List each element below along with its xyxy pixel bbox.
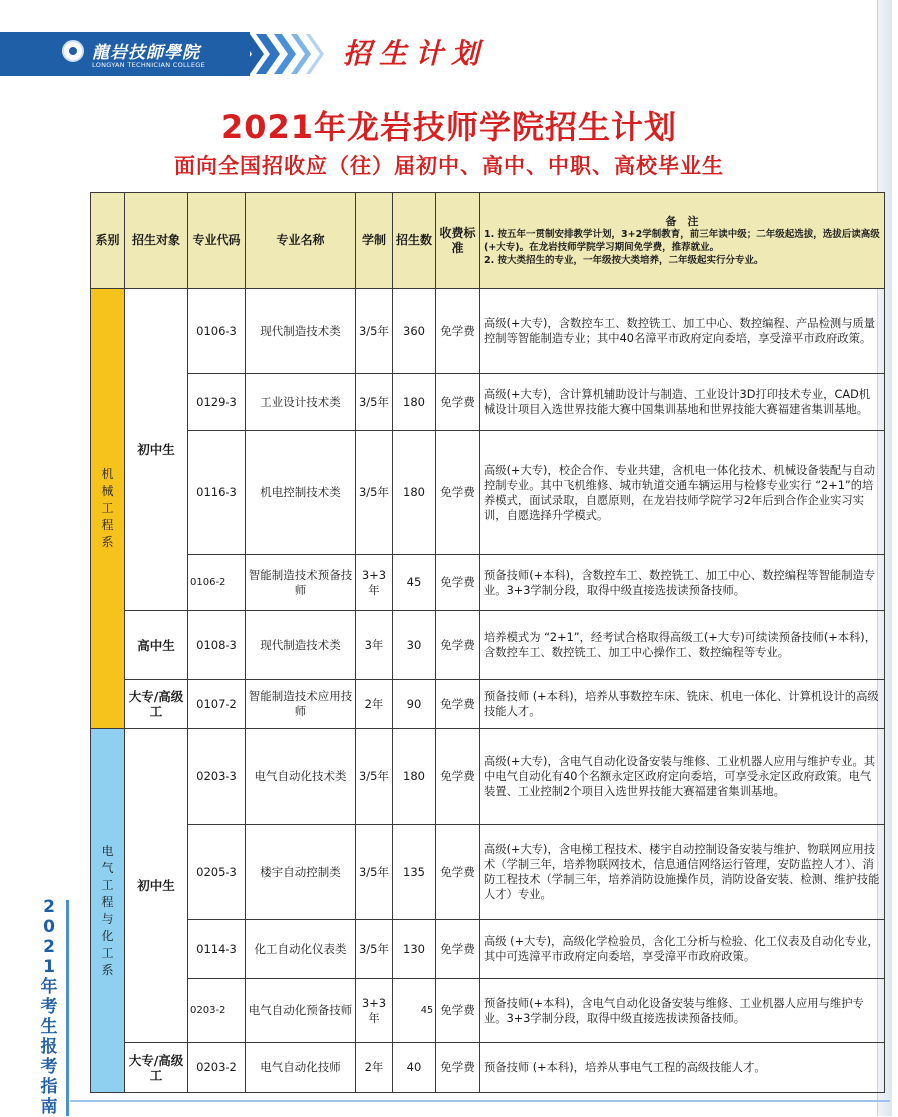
fee: 免学费	[436, 729, 480, 825]
target-senior: 高中生	[125, 611, 188, 680]
major-code: 0108-3	[188, 611, 246, 680]
enroll-count: 135	[393, 825, 436, 920]
remark: 高级(+大专)，含数控车工、数控铣工、加工中心、数控编程、产品检测与质量控制等智能制造专业；其中40名漳平市政府定向委培，享受漳平市政府政策。	[480, 289, 885, 374]
page-title: 2021年龙岩技师学院招生计划	[220, 108, 678, 146]
fee: 免学费	[436, 680, 480, 729]
duration: 3/5年	[356, 289, 393, 374]
college-logo-english: LONGYAN TECHNICIAN COLLEGE	[92, 61, 205, 69]
major-name: 电气自动化预备技师	[246, 979, 356, 1043]
fee: 免学费	[436, 611, 480, 680]
fee: 免学费	[436, 920, 480, 979]
remark: 高级 (+大专)，高级化学检验员，含化工分析与检验、化工仪表及自动化专业，其中可选漳平市政府定向委培，享受漳平市政府政策。	[480, 920, 885, 979]
header-duration: 学制	[356, 193, 393, 289]
remark-title: 备 注	[665, 214, 699, 228]
target-college: 大专/高级工	[125, 680, 188, 729]
major-code: 0203-2	[188, 979, 246, 1043]
major-name: 机电控制技术类	[246, 431, 356, 555]
fee: 免学费	[436, 825, 480, 920]
fee: 免学费	[436, 979, 480, 1043]
footer-line	[70, 1100, 890, 1102]
major-name: 智能制造技术预备技师	[246, 555, 356, 611]
duration: 2年	[356, 680, 393, 729]
duration: 3/5年	[356, 920, 393, 979]
table-row	[91, 920, 885, 979]
major-code: 0106-3	[188, 289, 246, 374]
major-name: 现代制造技术类	[246, 289, 356, 374]
major-name: 智能制造技术应用技师	[246, 680, 356, 729]
remark: 预备技师 (+本科)，培养从事电气工程的高级技能人才。	[480, 1043, 885, 1093]
remark: 预备技师(+本科)，含电气自动化设备安装与维修、工业机器人应用与维护专业。3+3学制分段，取得中级直接选拔读预备技师。	[480, 979, 885, 1043]
duration: 3+3年	[356, 979, 393, 1043]
header-code: 专业代码	[188, 193, 246, 289]
major-code: 0116-3	[188, 431, 246, 555]
major-name: 现代制造技术类	[246, 611, 356, 680]
remark: 高级(+大专)，校企合作、专业共建，含机电一体化技术、机械设备装配与自动控制专业。其中飞机维修、城市轨道交通车辆运用与检修专业实行 “2+1”的培养模式，面试录取，自愿原则，在龙岩技师学院学习2年后到合作企业实习实训，自愿选择升学模式。	[480, 431, 885, 555]
table-row	[91, 555, 885, 611]
major-name: 楼宇自动控制类	[246, 825, 356, 920]
major-name: 电气自动化技术类	[246, 729, 356, 825]
header-band	[0, 30, 898, 80]
table-row	[91, 1043, 885, 1093]
fee: 免学费	[436, 431, 480, 555]
major-code: 0203-3	[188, 729, 246, 825]
page-subtitle: 面向全国招收应（往）届初中、高中、中职、高校毕业生	[174, 154, 724, 178]
target-college: 大专/高级工	[125, 1043, 188, 1093]
fee: 免学费	[436, 555, 480, 611]
remark: 预备技师(+本科)，含数控车工、数控铣工、加工中心、数控编程等智能制造专业。3+3学制分段，取得中级直接选拔读预备技师。	[480, 555, 885, 611]
remark-note-1: 1. 按五年一贯制安排教学计划，3+2学制教育，前三年读中级；二年级起选拔，选拔后读高级(+大专)。在龙岩技师学院学习期间免学费，推荐就业。	[484, 228, 880, 253]
major-code: 0129-3	[188, 374, 246, 431]
remark: 预备技师 (+本科)，培养从事数控车床、铣床、机电一体化、计算机设计的高级技能人才。	[480, 680, 885, 729]
college-seal-icon	[62, 40, 84, 62]
header-fee: 收费标准	[436, 193, 480, 289]
enroll-count: 45	[393, 979, 436, 1043]
major-name: 化工自动化仪表类	[246, 920, 356, 979]
duration: 3/5年	[356, 825, 393, 920]
header-count: 招生数	[393, 193, 436, 289]
table-row	[91, 729, 885, 825]
enroll-count: 40	[393, 1043, 436, 1093]
fee: 免学费	[436, 1043, 480, 1093]
major-code: 0114-3	[188, 920, 246, 979]
remark: 高级(+大专)，含电梯工程技术、楼宇自动控制设备安装与维护、物联网应用技术（学制三年，培养物联网技术，信息通信网络运行管理，安防监控人才）、消防工程技术（学制三年，培养消防设施操作员，消防设备安装、检测、维护技能人才）专业。	[480, 825, 885, 920]
remark: 高级(+大专)，含电气自动化设备安装与维修、工业机器人应用与维护专业。其中电气自动化有40个名额永定区政府定向委培，可享受永定区政府政策。电气装置、工业控制2个项目入选世界技能大赛福建省集训基地。	[480, 729, 885, 825]
table-row	[91, 431, 885, 555]
major-code: 0203-2	[188, 1043, 246, 1093]
table-row	[91, 825, 885, 920]
fee: 免学费	[436, 289, 480, 374]
enroll-count: 45	[393, 555, 436, 611]
duration: 3/5年	[356, 374, 393, 431]
table-row	[91, 374, 885, 431]
enroll-count: 180	[393, 729, 436, 825]
target-junior: 初中生	[125, 729, 188, 1043]
enroll-count: 130	[393, 920, 436, 979]
logo-band	[0, 32, 250, 76]
remark: 培养模式为 “2+1”，经考试合格取得高级工(+大专)可续读预备技师(+本科)，含数控车工、数控铣工、加工中心操作工、数控编程等专业。	[480, 611, 885, 680]
duration: 3/5年	[356, 431, 393, 555]
enroll-count: 90	[393, 680, 436, 729]
table-row	[91, 979, 885, 1043]
major-name: 工业设计技术类	[246, 374, 356, 431]
target-junior: 初中生	[125, 289, 188, 611]
major-name: 电气自动化技师	[246, 1043, 356, 1093]
duration: 3/5年	[356, 729, 393, 825]
major-code: 0205-3	[188, 825, 246, 920]
duration: 3+3年	[356, 555, 393, 611]
duration: 2年	[356, 1043, 393, 1093]
dept-mechanical: 机械工程系	[91, 289, 125, 729]
side-guide-line	[66, 900, 69, 1116]
college-logo-text: 龍岩技師學院	[92, 43, 200, 63]
table-row	[91, 680, 885, 729]
duration: 3年	[356, 611, 393, 680]
chevron-arrows-icon	[238, 34, 328, 74]
section-title: 招生计划	[343, 37, 488, 70]
enroll-count: 30	[393, 611, 436, 680]
dept-electrical: 电气工程与化工系	[91, 729, 125, 1093]
side-guide-label: 2021年考生报考指南	[40, 897, 58, 1117]
header-dept: 系别	[91, 193, 125, 289]
enrollment-plan-table	[90, 192, 885, 1093]
fee: 免学费	[436, 374, 480, 431]
major-code: 0107-2	[188, 680, 246, 729]
remark: 高级(+大专)，含计算机辅助设计与制造、工业设计3D打印技术专业，CAD机械设计项目入选世界技能大赛中国集训基地和世界技能大赛福建省集训基地。	[480, 374, 885, 431]
major-code: 0106-2	[188, 555, 246, 611]
table-row	[91, 611, 885, 680]
header-target: 招生对象	[125, 193, 188, 289]
enroll-count: 360	[393, 289, 436, 374]
header-name: 专业名称	[246, 193, 356, 289]
remark-note-2: 2. 按大类招生的专业，一年级按大类培养，二年级起实行分专业。	[484, 254, 764, 266]
header-remark	[480, 193, 885, 289]
table-header-row	[91, 193, 885, 289]
enroll-count: 180	[393, 431, 436, 555]
table-row	[91, 289, 885, 374]
enroll-count: 180	[393, 374, 436, 431]
